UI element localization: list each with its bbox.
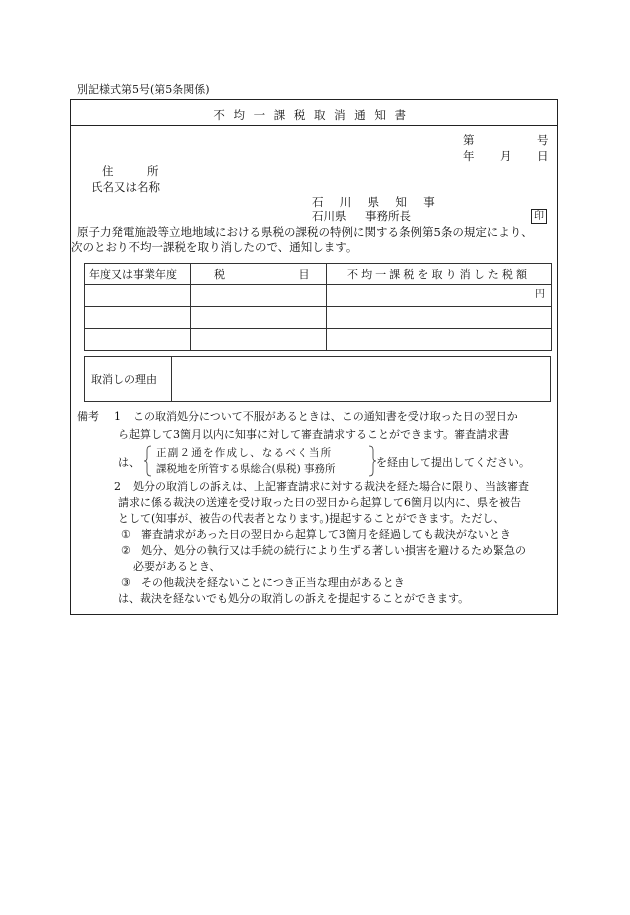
note-2-number: 2 — [114, 480, 121, 493]
note-2-line-2: 請求に係る裁決の送達を受け取った日の翌日から起算して6箇月以内に、県を被告 — [118, 496, 521, 509]
tax-table — [84, 263, 552, 351]
yen-unit: 円 — [327, 285, 552, 307]
document-title: 不均一課税取消通知書 — [213, 108, 415, 122]
reason-label: 取消しの理由 — [91, 373, 157, 386]
note-1-line-1: この取消処分について不服があるときは、この通知書を受け取った日の翌日か — [133, 410, 518, 423]
note-1-wa: は、 — [118, 456, 140, 469]
doc-number-go: 号 — [537, 133, 549, 147]
header-cancelled-amount: 不均一課税を取り消した税額 — [327, 264, 552, 285]
table-row — [85, 307, 552, 329]
doc-number-dai: 第 — [463, 133, 475, 147]
table-row — [85, 285, 552, 307]
notes-label: 備考 — [77, 410, 99, 423]
note-1-bracket-line-1: 正副２通を作成し、なるべく当所 — [156, 447, 333, 459]
condition-2-mark: ② — [121, 544, 131, 557]
notes-final-line: は、裁決を経ないでも処分の取消しの訴えを提起することができます。 — [118, 592, 470, 605]
note-2-line-3: として(知事が、被告の代表者となります。)提起することができます。ただし、 — [118, 512, 505, 525]
condition-2-line-1: 処分、処分の執行又は手続の続行により生ずる著しい損害を避けるため緊急の — [141, 544, 526, 557]
title-bar — [71, 100, 557, 126]
header-item: 目 — [298, 268, 310, 281]
condition-3-mark: ③ — [121, 576, 131, 589]
reason-label-cell — [85, 357, 172, 401]
note-2-line-1: 処分の取消しの訴えは、上記審査請求に対する裁決を経た場合に限り、当該審査 — [133, 480, 529, 493]
header-fiscal-year: 年度又は事業年度 — [85, 264, 191, 285]
address-label-2: 所 — [147, 164, 159, 178]
note-1-number: 1 — [114, 410, 121, 423]
condition-3: その他裁決を経ないことにつき正当な理由があるとき — [141, 576, 405, 589]
form-label: 別記様式第5号(第5条関係) — [77, 83, 210, 96]
notice-form — [70, 99, 558, 615]
seal-mark: 印 — [531, 209, 547, 224]
header-tax: 税 — [214, 268, 225, 281]
note-1-line-2: ら起算して3箇月以内に知事に対して審査請求することができます。審査請求書 — [118, 428, 510, 441]
table-header-row — [85, 264, 552, 285]
table-row — [85, 329, 552, 351]
reason-box — [84, 356, 551, 402]
issuer-governor: 石 川 県 知 事 — [312, 195, 442, 209]
body-line-2: 次のとおり不均一課税を取り消したので、通知します。 — [71, 240, 358, 254]
date-year: 年 — [463, 149, 475, 163]
note-1-bracket-line-2: 課税地を所管する県総合(県税) 事務所 — [156, 463, 336, 475]
condition-1: 審査請求があった日の翌日から起算して3箇月を経過しても裁決がないとき — [141, 528, 511, 541]
body-line-1: 原子力発電施設等立地地域における県税の課税の特例に関する条例第5条の規定により、 — [77, 225, 533, 239]
date-day: 日 — [537, 149, 549, 163]
condition-2-line-2: 必要があるとき、 — [133, 560, 221, 573]
issuer-prefecture: 石川県 — [312, 209, 347, 223]
name-label: 氏名又は名称 — [91, 180, 160, 194]
header-tax-item — [191, 264, 327, 285]
date-month: 月 — [500, 149, 512, 163]
address-label-1: 住 — [102, 164, 114, 178]
condition-1-mark: ① — [121, 528, 131, 541]
note-1-end: を経由して提出してください。 — [376, 456, 530, 469]
issuer-office: 事務所長 — [365, 209, 411, 223]
